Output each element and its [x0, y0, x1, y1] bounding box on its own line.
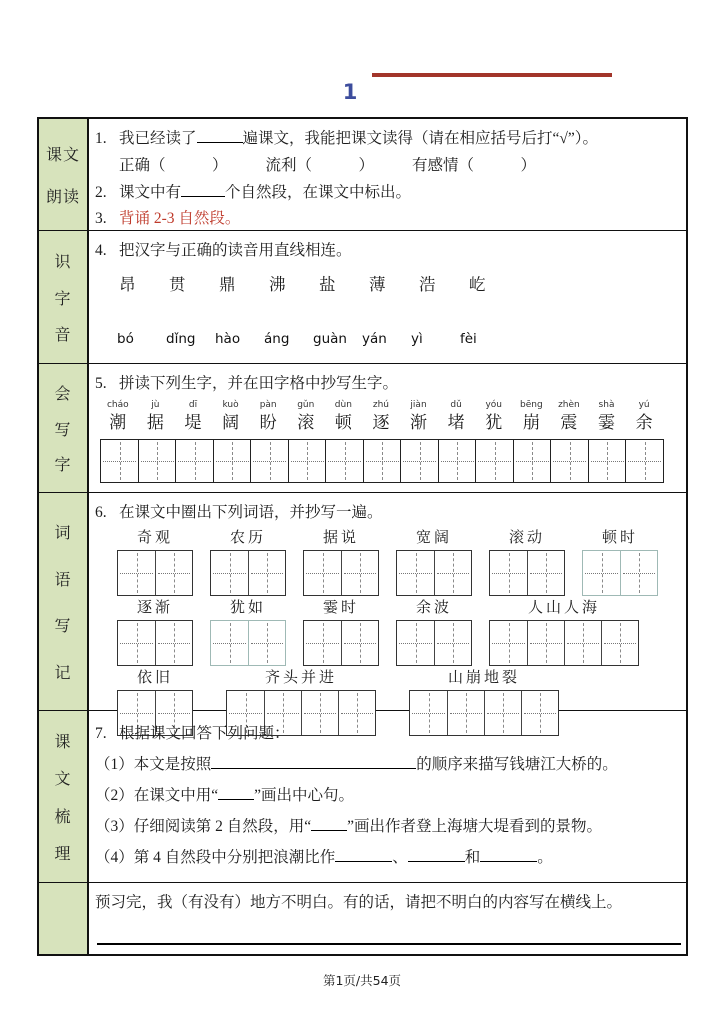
pinyin-label: jù: [151, 400, 160, 410]
section-label-line: 记: [54, 664, 72, 682]
word-label: 农历: [229, 530, 266, 546]
hanzi-char: 潮: [109, 413, 127, 432]
question-text: 根据课文回答下列问题：: [119, 725, 290, 742]
question-text: [119, 180, 411, 206]
question-3: [95, 206, 678, 232]
question-1: [95, 126, 678, 152]
copy-grid: [396, 620, 472, 666]
word-label: 顿时: [601, 530, 638, 546]
tianzige-box: [513, 439, 552, 483]
sub-question-text-pre: （1）本文是按照: [95, 756, 212, 773]
fill-blank: [197, 128, 243, 143]
preview-statement: [95, 890, 678, 916]
question-text-post: 个自然段，在课文中标出。: [225, 184, 412, 201]
word-grid-group: [303, 529, 379, 596]
pinyin-hanzi-pair: [475, 400, 513, 434]
grid-cell: [434, 551, 471, 595]
question-4: [95, 238, 678, 264]
hanzi-char: 鼎: [219, 275, 236, 294]
pinyin-label: cháo: [106, 400, 129, 410]
question-7: [95, 718, 678, 749]
pinyin-label: yì: [411, 331, 423, 347]
section-content-reading: [89, 119, 686, 230]
grid-cell: [155, 621, 192, 665]
pinyin-label: kuò: [222, 400, 239, 410]
word-label: 宽阔: [415, 530, 452, 546]
sub-question-text-post: 。: [537, 849, 553, 866]
pinyin-label: yán: [362, 331, 387, 347]
word-grid-group: [117, 529, 193, 596]
copy-grid: [210, 620, 286, 666]
fill-blank: [218, 785, 254, 800]
sub-question-2: [95, 780, 678, 811]
copy-grid: [303, 550, 379, 596]
question-text-pre: 课文中有: [119, 184, 182, 201]
pinyin-label: dùn: [334, 400, 352, 410]
sub-question-text-post: ”画出中心句。: [254, 787, 355, 804]
pinyin-hanzi-pair: [137, 400, 175, 434]
grid-cell: [564, 621, 601, 665]
pinyin-label: guàn: [313, 331, 347, 347]
hanzi-char: 渐: [410, 413, 428, 432]
tianzige-box: [438, 439, 477, 483]
hanzi-char: 堵: [447, 413, 465, 432]
question-number: 2.: [95, 184, 107, 201]
sub-question-text-pre: （4）第 4 自然段中分别把浪潮比作: [95, 849, 336, 866]
word-grid-group: [489, 529, 565, 596]
word-label: 霎时: [322, 600, 359, 616]
pinyin-hanzi-pair: [625, 400, 663, 434]
word-grid-group: [210, 599, 286, 666]
grid-cell: [583, 551, 620, 595]
hanzi-char: 盼: [259, 413, 277, 432]
tianzige-box: [213, 439, 252, 483]
section-label-line: 识: [54, 253, 72, 271]
copy-grid: [117, 620, 193, 666]
section-label-outline: [39, 711, 89, 882]
hanzi-char: 堤: [184, 413, 202, 432]
grid-cell: [527, 621, 564, 665]
copy-grid: [210, 550, 286, 596]
word-label: 逐渐: [136, 600, 173, 616]
sub-question-1: [95, 749, 678, 780]
hanzi-char: 震: [560, 413, 578, 432]
fill-blank: [408, 847, 465, 862]
pinyin-label: dǐng: [166, 331, 196, 347]
question-text: [119, 126, 598, 152]
section-label-line: 课: [54, 734, 72, 752]
pinyin-label: hào: [215, 331, 241, 347]
section-content-words: [89, 493, 686, 710]
tianzige-box: [250, 439, 289, 483]
hanzi-char: 贯: [169, 275, 186, 294]
sub-question-text-pre: （2）在课文中用“: [95, 787, 219, 804]
section-content-write: [89, 364, 686, 492]
section-label-line: 词: [54, 525, 72, 543]
word-label: 依旧: [136, 670, 173, 686]
tianzige-box: [288, 439, 327, 483]
pinyin-label: gǔn: [297, 400, 315, 410]
section-label-recognize: [39, 231, 89, 363]
copy-grid: [117, 550, 193, 596]
grid-cell: [601, 621, 638, 665]
section-label-line: 朗读: [45, 189, 80, 206]
section-label-preview: [39, 883, 89, 954]
copy-grid: [489, 550, 565, 596]
option-emotion: 有感情（ ）: [412, 157, 537, 174]
pinyin-label: áng: [264, 331, 290, 347]
section-label-line: 会: [54, 385, 72, 403]
sub-question-separator: 、: [392, 849, 408, 866]
answer-writing-line: [97, 943, 681, 945]
word-grid-group: [396, 599, 472, 666]
tianzige-box: [175, 439, 214, 483]
hanzi-char: 崩: [522, 413, 540, 432]
hanzi-char: 浩: [419, 275, 436, 294]
sub-question-text-post: ”画出作者登上海塘大堤看到的景物。: [347, 818, 603, 835]
hanzi-char: 霎: [598, 413, 616, 432]
word-grid-row-1: [95, 529, 678, 596]
pinyin-label: fèi: [460, 331, 477, 347]
section-content-outline: [89, 711, 686, 882]
hanzi-char: 沸: [269, 275, 286, 294]
tianzige-box: [625, 439, 664, 483]
copy-grid: [582, 550, 658, 596]
copy-grid: [303, 620, 379, 666]
pinyin-label: bó: [117, 331, 134, 347]
fill-blank: [211, 754, 416, 769]
hanzi-char: 逐: [372, 413, 390, 432]
question-text: 把汉字与正确的读音用直线相连。: [119, 242, 352, 259]
recite-instruction: 背诵 2-3 自然段。: [119, 210, 241, 227]
tianzige-box: [475, 439, 514, 483]
pinyin-hanzi-pair: [400, 400, 438, 434]
tianzige-box: [588, 439, 627, 483]
section-label-line: 字: [54, 457, 72, 475]
red-divider-line: [372, 73, 612, 77]
section-content-preview: [89, 883, 686, 954]
grid-cell: [248, 551, 285, 595]
page-number-footer: 第1页/共54页: [322, 973, 402, 988]
section-label-words: [39, 493, 89, 710]
hanzi-char: 据: [146, 413, 164, 432]
match-hanzi-row: [95, 271, 678, 295]
pinyin-hanzi-pair: [362, 400, 400, 434]
section-label-reading: [39, 119, 89, 230]
word-label: 滚动: [508, 530, 545, 546]
grid-cell: [118, 551, 155, 595]
word-label: 余波: [415, 600, 452, 616]
grid-cell: [304, 551, 341, 595]
section-label-line: 字: [54, 290, 72, 308]
section-content-recognize: [89, 231, 686, 363]
grid-cell: [341, 551, 378, 595]
hanzi-char: 阔: [222, 413, 240, 432]
tianzige-box: [100, 439, 139, 483]
pinyin-hanzi-pair: [99, 400, 137, 434]
pinyin-hanzi-pair: [249, 400, 287, 434]
question-text-pre: 我已经读了: [119, 130, 197, 147]
tianzige-box: [550, 439, 589, 483]
section-row-outline: [39, 711, 686, 883]
hanzi-char: 滚: [297, 413, 315, 432]
grid-cell: [248, 621, 285, 665]
word-grid-group: [303, 599, 379, 666]
word-label: 据说: [322, 530, 359, 546]
section-row-preview: [39, 883, 686, 954]
pinyin-hanzi-pair: [513, 400, 551, 434]
sub-question-text-pre: （3）仔细阅读第 2 自然段，用“: [95, 818, 312, 835]
section-label-line: 课文: [45, 147, 80, 164]
word-grid-group: [582, 529, 658, 596]
hanzi-char: 顿: [334, 413, 352, 432]
section-label-write: [39, 364, 89, 492]
word-grid-group: [489, 599, 639, 666]
worksheet-table: [37, 117, 688, 956]
question-number: 6.: [95, 504, 107, 521]
pinyin-hanzi-pair: [325, 400, 363, 434]
grid-cell: [211, 551, 248, 595]
pinyin-label: jiàn: [410, 400, 427, 410]
hanzi-char: 余: [635, 413, 653, 432]
rating-options: [119, 152, 678, 180]
hanzi-char: 盐: [319, 275, 336, 294]
fill-blank: [480, 847, 537, 862]
section-row-reading: [39, 119, 686, 231]
sub-question-3: [95, 811, 678, 842]
option-fluent: 流利（ ）: [265, 157, 375, 174]
match-pinyin-row: [95, 331, 678, 347]
hanzi-char: 薄: [369, 275, 386, 294]
tianzige-box: [400, 439, 439, 483]
section-label-line: 文: [54, 771, 72, 789]
section-label-line: 语: [54, 571, 72, 589]
pinyin-label: pàn: [259, 400, 277, 410]
question-2: [95, 180, 678, 206]
word-grid-group: [396, 529, 472, 596]
lesson-number: 1: [342, 80, 358, 104]
pinyin-hanzi-pair: [588, 400, 626, 434]
section-label-line: 理: [54, 845, 72, 863]
question-6: [95, 500, 678, 526]
pinyin-label: zhú: [372, 400, 390, 410]
pinyin-hanzi-pair: [212, 400, 250, 434]
pinyin-hanzi-pair: [174, 400, 212, 434]
grid-cell: [434, 621, 471, 665]
pinyin-hanzi-pair: [287, 400, 325, 434]
copy-grid: [489, 620, 639, 666]
pinyin-hanzi-pair: [437, 400, 475, 434]
grid-cell: [490, 551, 527, 595]
word-grid-row-2: [95, 599, 678, 666]
word-grid-group: [117, 599, 193, 666]
section-label-line: 写: [54, 618, 72, 636]
hanzi-char: 屹: [469, 275, 486, 294]
grid-cell: [211, 621, 248, 665]
section-label-line: 写: [54, 421, 72, 439]
fill-blank: [311, 816, 347, 831]
question-text: 在课文中圈出下列词语，并抄写一遍。: [119, 504, 383, 521]
tianzige-box: [325, 439, 364, 483]
sub-question-text-post: 的顺序来描写钱塘江大桥的。: [416, 756, 618, 773]
pinyin-hanzi-row: [95, 400, 678, 434]
grid-cell: [527, 551, 564, 595]
grid-cell: [397, 551, 434, 595]
pinyin-label: zhèn: [558, 400, 580, 410]
question-number: 1.: [95, 130, 107, 147]
pinyin-label: dǔ: [450, 400, 462, 410]
question-number: 3.: [95, 210, 107, 227]
question-number: 7.: [95, 725, 107, 742]
section-row-write: [39, 364, 686, 493]
word-label: 山崩地裂: [447, 670, 520, 686]
section-label-line: 音: [54, 327, 72, 345]
word-label: 犹如: [229, 600, 266, 616]
pinyin-label: yú: [638, 400, 650, 410]
copy-grid: [396, 550, 472, 596]
pinyin-label: bēng: [519, 400, 543, 410]
sub-question-4: [95, 842, 678, 873]
tianzige-box: [138, 439, 177, 483]
section-row-words: [39, 493, 686, 711]
grid-cell: [490, 621, 527, 665]
pinyin-label: shà: [598, 400, 615, 410]
fill-blank: [181, 182, 225, 197]
section-label-line: 梳: [54, 808, 72, 826]
grid-cell: [304, 621, 341, 665]
pinyin-hanzi-pair: [550, 400, 588, 434]
pinyin-label: yóu: [485, 400, 502, 410]
question-text: 拼读下列生字，并在田字格中抄写生字。: [119, 375, 399, 392]
word-grid-group: [210, 529, 286, 596]
pinyin-label: dī: [188, 400, 198, 410]
word-label: 人山人海: [527, 600, 600, 616]
tianzige-row: [95, 439, 678, 483]
grid-cell: [155, 551, 192, 595]
grid-cell: [341, 621, 378, 665]
sub-question-separator: 和: [464, 849, 481, 866]
question-number: 4.: [95, 242, 107, 259]
question-number: 5.: [95, 375, 107, 392]
word-label: 奇观: [136, 530, 173, 546]
grid-cell: [118, 621, 155, 665]
hanzi-char: 昂: [119, 275, 136, 294]
grid-cell: [397, 621, 434, 665]
word-label: 齐头并进: [264, 670, 337, 686]
section-row-recognize: [39, 231, 686, 364]
tianzige-box: [363, 439, 402, 483]
question-text-post: 遍课文，我能把课文读得（请在相应括号后打“√”）。: [242, 130, 599, 147]
preview-text: 预习完，我（有没有）地方不明白。有的话，请把不明白的内容写在横线上。: [95, 894, 623, 911]
fill-blank: [335, 847, 392, 862]
question-5: [95, 371, 678, 397]
hanzi-char: 犹: [485, 413, 503, 432]
grid-cell: [620, 551, 657, 595]
option-correct: 正确（ ）: [119, 157, 228, 174]
